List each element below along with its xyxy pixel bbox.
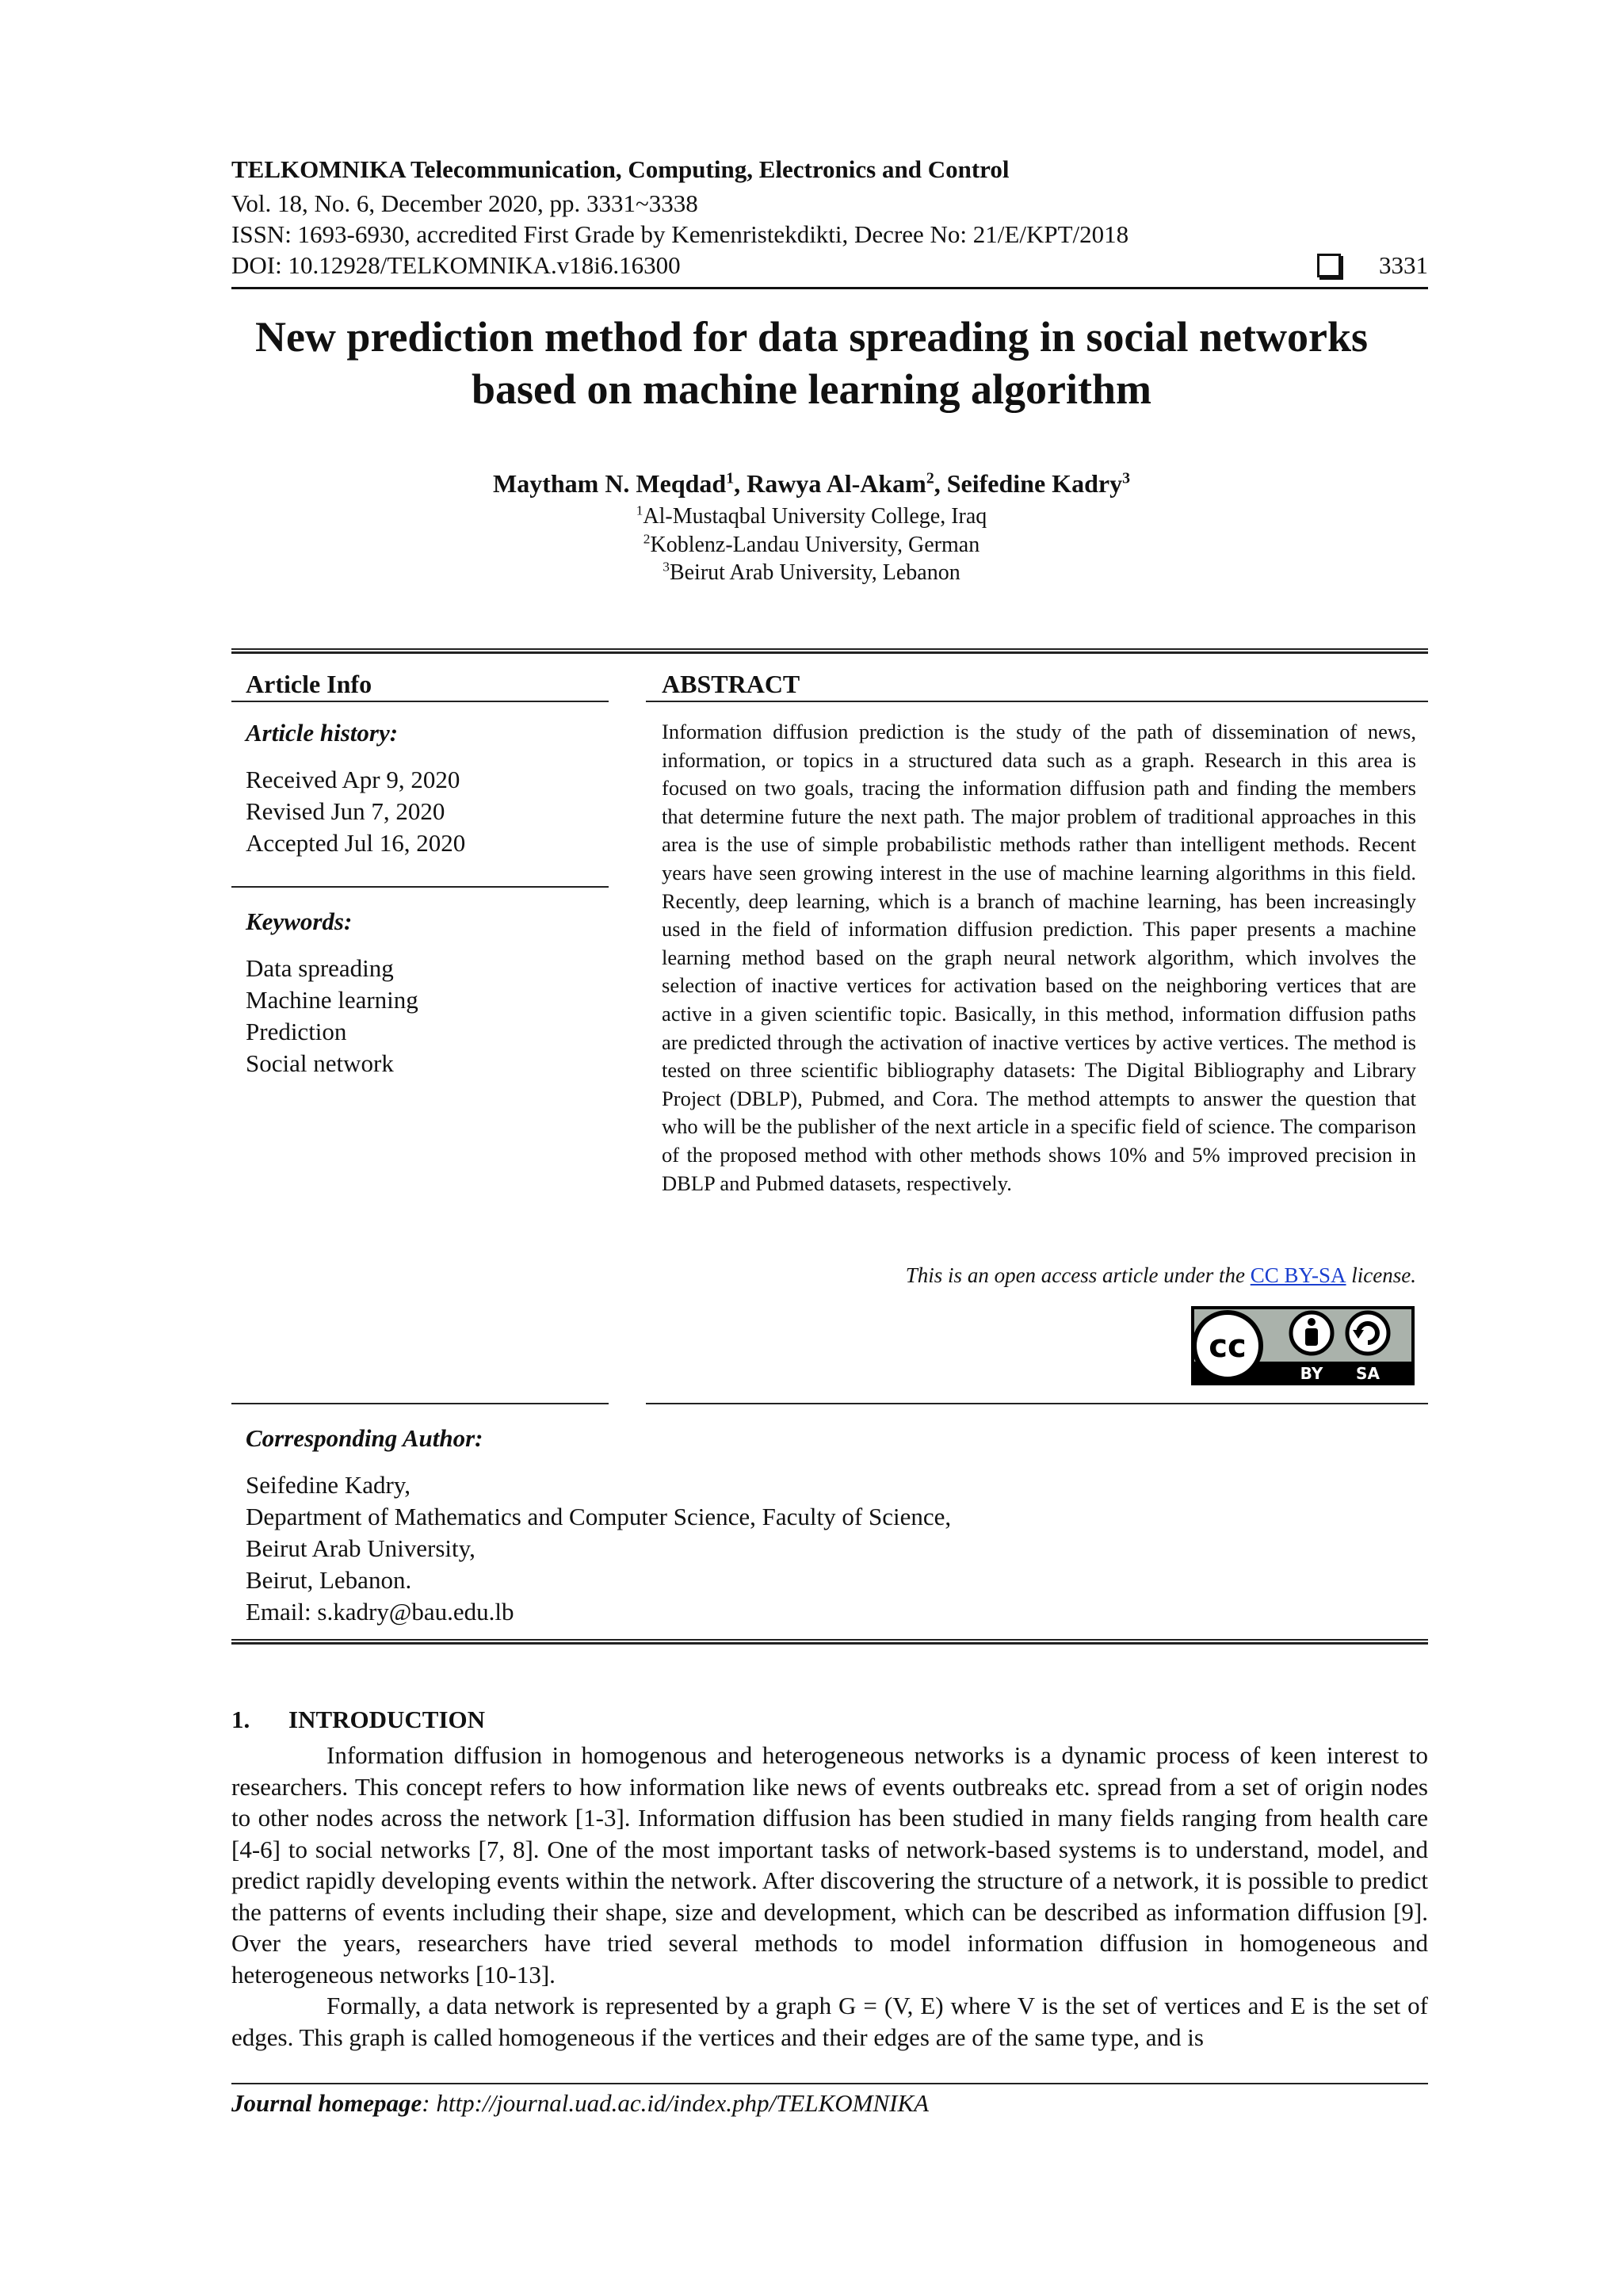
author-2: Rawya Al-Akam [747,469,926,498]
affiliation-3-sup: 3 [663,559,670,575]
affiliation-1-sup: 1 [636,502,643,518]
affiliation-3-text: Beirut Arab University, Lebanon [669,560,960,585]
corresponding-line: Seifedine Kadry, [246,1471,411,1499]
author-2-sup: 2 [926,469,934,487]
keyword-item: Data spreading [246,954,394,982]
keyword-item: Machine learning [246,986,418,1014]
author-list [158,469,1465,499]
title-line-2: based on machine learning algorithm [471,365,1152,413]
introduction-body [231,1740,1428,2053]
keyword-list [246,953,418,1079]
affiliation-1 [158,504,1465,529]
issn-info: ISSN: 1693-6930, accredited First Grade by Kemenristekdikti, Decree No: 21/E/KPT/2018 [231,220,1129,248]
author-sep-2: , [934,469,947,498]
corresponding-line: Beirut Arab University, [246,1534,475,1562]
footer-rule [231,2083,1428,2084]
author-sep-1: , [734,469,747,498]
homepage-sep: : [422,2089,437,2117]
abstract-text: Information diffusion prediction is the study of the path of dissemination of news, information, or topics in a structured data such as a graph. Research in this area is focused on two goals, tracing the information diffusion path and finding the members that determine future the next path. The major problem of traditional approaches in this area is the use of simple probabilistic methods rather than intelligent methods. Recent years have seen growing interest in the use of machine learning algorithms in this field. Recently, deep learning, which is a branch of machine learning, has been increasingly used in the field of information diffusion prediction. This paper presents a machine learning method based on the graph neural network algorithm, which involves the selection of inactive vertices for activation based on the neighboring vertices that are active in a given scientific topic. Basically, in this method, information diffusion paths are predicted through the activation of inactive vertices by active vertices. The method is tested on three scientific bibliography datasets: The Digital Bibliography and Library Project (DBLP), Pubmed, and Cora. The method attempts to answer the question that who will be the publisher of the next article in a specific field of science. The comparison of the proposed method with other methods shows 10% and 5% improved precision in DBLP and Pubmed datasets, respectively. [662,720,1416,1195]
homepage-label: Journal homepage [231,2089,422,2117]
affiliation-2-text: Koblenz-Landau University, German [650,533,980,557]
attribution-icon [1291,1312,1332,1354]
cc-by-sa-link[interactable]: CC BY-SA [1250,1263,1346,1287]
accepted-date: Accepted Jul 16, 2020 [246,829,466,857]
paper-title [158,311,1465,415]
info-bottom-rule [231,1403,609,1404]
article-history-heading: Article history: [246,719,399,747]
affiliation-2-sup: 2 [643,531,651,547]
share-alike-icon [1347,1312,1388,1354]
homepage-url[interactable]: http://journal.uad.ac.id/index.php/TELKOMNIKA [436,2089,930,2117]
info-top-rule [231,648,1428,654]
corresponding-author-heading: Corresponding Author: [246,1424,483,1452]
author-3: Seifedine Kadry [946,469,1123,498]
info-end-rule [231,1639,1428,1645]
corresponding-email: Email: s.kadry@bau.edu.lb [246,1598,514,1626]
author-1: Maytham N. Meqdad [493,469,727,498]
page-number-group [1317,250,1428,281]
corresponding-author-details [246,1469,951,1628]
intro-paragraph-2: Formally, a data network is represented by a graph G = (V, E) where V is the set of vertices and E is the set of edges. This graph is called homogeneous if the vertices and their edges are of the same type, and is [231,1992,1428,2051]
cc-text: cc [1209,1328,1247,1365]
article-history-dates [246,764,465,859]
article-info-heading: Article Info [246,670,372,698]
badge-sa-text: SA [1356,1364,1380,1383]
author-3-sup: 3 [1122,469,1130,487]
section-number: 1. [231,1706,250,1733]
cc-by-sa-badge [1191,1306,1415,1385]
license-suffix: license. [1346,1263,1416,1287]
corresponding-line: Beirut, Lebanon. [246,1566,412,1594]
doi-row [231,250,1428,281]
license-prefix: This is an open access article under the [905,1263,1251,1287]
received-date: Received Apr 9, 2020 [246,766,460,793]
abstract-heading: ABSTRACT [662,670,800,698]
keyword-item: Prediction [246,1018,347,1045]
abstract-heading-rule [646,701,1428,702]
history-rule [231,886,609,888]
journal-name: TELKOMNIKA Telecommunication, Computing, Electronics and Control [231,155,1010,183]
keywords-heading: Keywords: [246,907,353,935]
title-line-1: New prediction method for data spreading in social networks [254,313,1369,361]
corresponding-line: Department of Mathematics and Computer Science, Faculty of Science, [246,1503,952,1530]
journal-homepage [231,2089,929,2118]
volume-info: Vol. 18, No. 6, December 2020, pp. 3331~3338 [231,189,698,217]
page-number: 3331 [1379,251,1428,279]
badge-by-text: BY [1300,1364,1323,1383]
section-title: INTRODUCTION [288,1706,486,1733]
keyword-item: Social network [246,1049,394,1077]
abstract-bottom-rule [646,1403,1428,1404]
doi-text: DOI: 10.12928/TELKOMNIKA.v18i6.16300 [231,251,681,279]
affiliation-2 [158,533,1465,558]
affiliation-1-text: Al-Mustaqbal University College, Iraq [643,504,987,529]
cc-icon [1194,1312,1261,1379]
license-note [662,1263,1416,1288]
intro-paragraph-1: Information diffusion in homogenous and heterogeneous networks is a dynamic process of keen interest to researchers. This concept refers to how information like news of events outbreaks etc. spread from a set of origin nodes to other nodes across the network [1-3]. Information diffusion has been studied in many fields ranging from health care [4-6] to social networks [7, 8]. One of the most important tasks of network-based systems is to understand, model, and predict rapidly developing events within the network. After discovering the structure of a network, it is possible to predict the patterns of events including their shape, size and development, which can be described as information diffusion [9]. Over the years, researchers have tried several methods to model information diffusion in homogeneous and heterogeneous networks [10-13]. [231,1741,1429,1988]
square-bullet-icon [1317,254,1341,277]
article-info-rule [231,701,609,702]
header-rule [231,287,1428,289]
section-heading [231,1706,485,1734]
revised-date: Revised Jun 7, 2020 [246,797,445,825]
affiliation-3 [158,560,1465,586]
author-1-sup: 1 [726,469,735,487]
